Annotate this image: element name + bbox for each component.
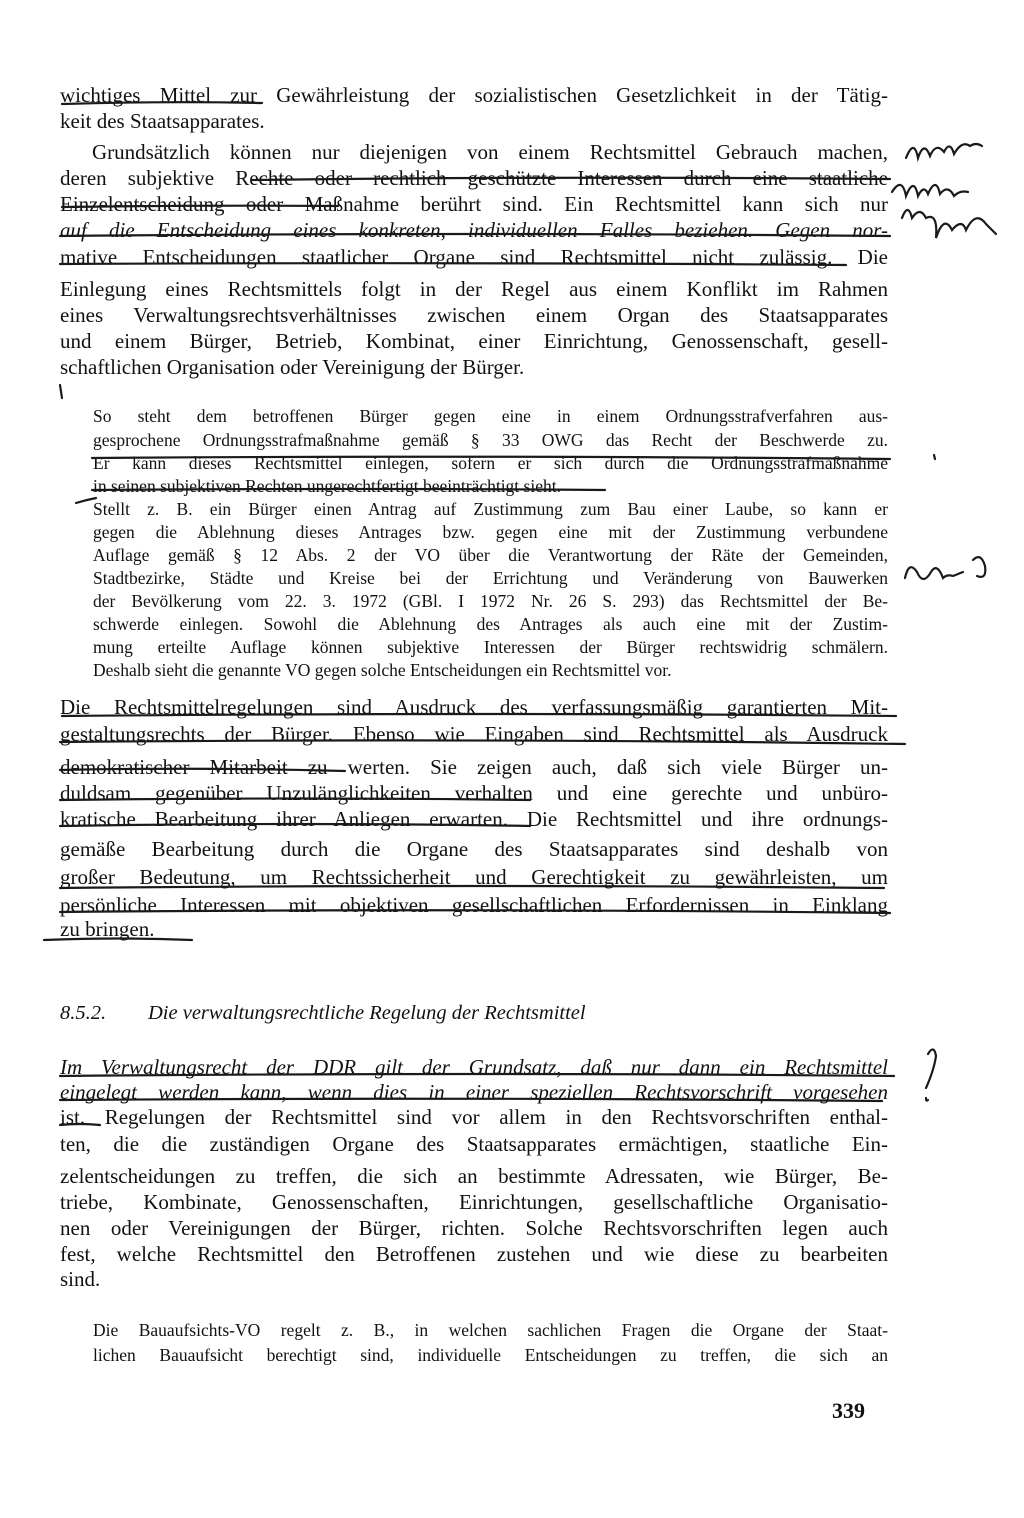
text-line: und einem Bürger, Betrieb, Kombinat, einer Einrichtung, Genossenschaft, gesell-: [60, 329, 888, 353]
text-line: So steht dem betroffenen Bürger gegen eine in einem Ordnungsstrafverfahren aus-: [93, 406, 888, 426]
text-line: eingelegt werden kann, wenn dies in einer speziellen Rechtsvorschrift vorgesehen: [60, 1080, 888, 1104]
margin-note-scribble: [892, 185, 968, 196]
text-line: lichen Bauaufsicht berechtigt sind, individuelle Entscheidungen zu treffen, die sich an: [93, 1345, 888, 1365]
text-line: deren subjektive Rechte oder rechtlich geschützte Interessen durch eine staatliche: [60, 166, 888, 190]
text-line: Einzelentscheidung oder Maßnahme berührt sind. Ein Rechtsmittel kann sich nur: [60, 192, 888, 216]
section-number: 8.5.2.: [60, 1002, 107, 1024]
text-line: Die Rechtsmittelregelungen sind Ausdruck des verfassungsmäßig garantierten Mit-: [60, 695, 888, 719]
section-title: Die verwaltungsrechtliche Regelung der Rechtsmittel: [148, 1002, 586, 1024]
text-line: triebe, Kombinate, Genossenschaften, Einrichtungen, gesellschaftliche Organisatio-: [60, 1190, 888, 1214]
margin-tick: [60, 385, 62, 398]
text-line: keit des Staatsapparates.: [60, 109, 265, 133]
margin-note-scribble: [906, 144, 982, 158]
text-line: Einlegung eines Rechtsmittels folgt in der Regel aus einem Konflikt im Rahmen: [60, 277, 888, 301]
text-line: in seinen subjektiven Rechten ungerechtfertigt beeinträchtigt sieht.: [93, 476, 561, 496]
text-line: gemäße Bearbeitung durch die Organe des Staatsapparates sind deshalb von: [60, 837, 888, 861]
text-line: Er kann dieses Rechtsmittel einlegen, sofern er sich durch die Ordnungsstrafmaßnahme: [93, 453, 888, 473]
text-line: Auflage gemäß § 12 Abs. 2 der VO über die Verantwortung der Räte der Gemeinden,: [93, 545, 888, 565]
page-number: 339: [832, 1398, 865, 1423]
text-line: wichtiges Mittel zur Gewährleistung der sozialistischen Gesetzlichkeit in der Tätig-: [60, 83, 888, 107]
text-line: auf die Entscheidung eines konkreten, individuellen Falles beziehen. Gegen nor-: [60, 218, 888, 242]
text-line: mative Entscheidungen staatlicher Organe sind Rechtsmittel nicht zulässig. Die: [60, 245, 888, 269]
text-line: eines Verwaltungsrechtsverhältnisses zwischen einem Organ des Staatsapparates: [60, 303, 888, 327]
text-line: Grundsätzlich können nur diejenigen von einem Rechtsmittel Gebrauch machen,: [92, 140, 888, 164]
text-line: sind.: [60, 1267, 101, 1291]
text-line: persönliche Interessen mit objektiven gesellschaftlichen Erfordernissen in Einklang: [60, 893, 888, 917]
text-line: kratische Bearbeitung ihrer Anliegen erwarten. Die Rechtsmittel und ihre ordnungs-: [60, 807, 888, 831]
margin-note-scribble: [902, 210, 996, 238]
text-line: schwerde einlegen. Sowohl die Ablehnung des Antrages als auch eine mit der Zustim-: [93, 614, 888, 634]
text-line: gesprochene Ordnungsstrafmaßnahme gemäß § 33 OWG das Recht der Beschwerde zu.: [93, 430, 888, 450]
margin-note-scribble: [926, 1049, 936, 1100]
text-line: Deshalb sieht die genannte VO gegen solche Entscheidungen ein Rechtsmittel vor.: [93, 660, 672, 680]
text-line: fest, welche Rechtsmittel den Betroffenen zustehen und wie diese zu bearbeiten: [60, 1242, 888, 1266]
text-line: gestaltungsrechts der Bürger. Ebenso wie Eingaben sind Rechtsmittel als Ausdruck: [60, 722, 888, 746]
text-line: nen oder Vereinigungen der Bürger, richten. Solche Rechtsvorschriften legen auch: [60, 1216, 888, 1240]
text-line: zu bringen.: [60, 917, 155, 941]
text-line: der Bevölkerung vom 22. 3. 1972 (GBl. I 1972 Nr. 26 S. 293) das Rechtsmittel der Be-: [93, 591, 888, 611]
text-line: zelentscheidungen zu treffen, die sich an bestimmte Adressaten, wie Bürger, Be-: [60, 1164, 888, 1188]
margin-note-scribble: [905, 557, 985, 579]
text-line: Stadtbezirke, Städte und Kreise bei der Errichtung und Veränderung von Bauwerken: [93, 568, 888, 588]
text-line: demokratischer Mitarbeit zu werten. Sie zeigen auch, daß sich viele Bürger un-: [60, 755, 888, 779]
text-line: duldsam gegenüber Unzulänglichkeiten verhalten und eine gerechte und unbüro-: [60, 781, 888, 805]
text-line: mung erteilte Auflage können subjektive Interessen der Bürger rechtswidrig schmälern.: [93, 637, 888, 657]
text-line: großer Bedeutung, um Rechtssicherheit und Gerechtigkeit zu gewährleisten, um: [60, 865, 888, 889]
text-line: schaftlichen Organisation oder Vereinigung der Bürger.: [60, 355, 525, 379]
text-line: Die Bauaufsichts-VO regelt z. B., in welchen sachlichen Fragen die Organe der Staat-: [93, 1320, 888, 1340]
text-line: ten, die die zuständigen Organe des Staatsapparates ermächtigen, staatliche Ein-: [60, 1132, 888, 1156]
margin-note-scribble: [934, 455, 935, 459]
text-line: Im Verwaltungsrecht der DDR gilt der Grundsatz, daß nur dann ein Rechtsmittel: [60, 1055, 888, 1079]
text-line: ist. Regelungen der Rechtsmittel sind vor allem in den Rechtsvorschriften enthal-: [60, 1105, 888, 1129]
text-line: gegen die Ablehnung dieses Antrages bzw. gegen eine mit der Zustimmung verbundene: [93, 522, 888, 542]
text-line: Stellt z. B. ein Bürger einen Antrag auf Zustimmung zum Bau einer Laube, so kann er: [93, 499, 888, 519]
